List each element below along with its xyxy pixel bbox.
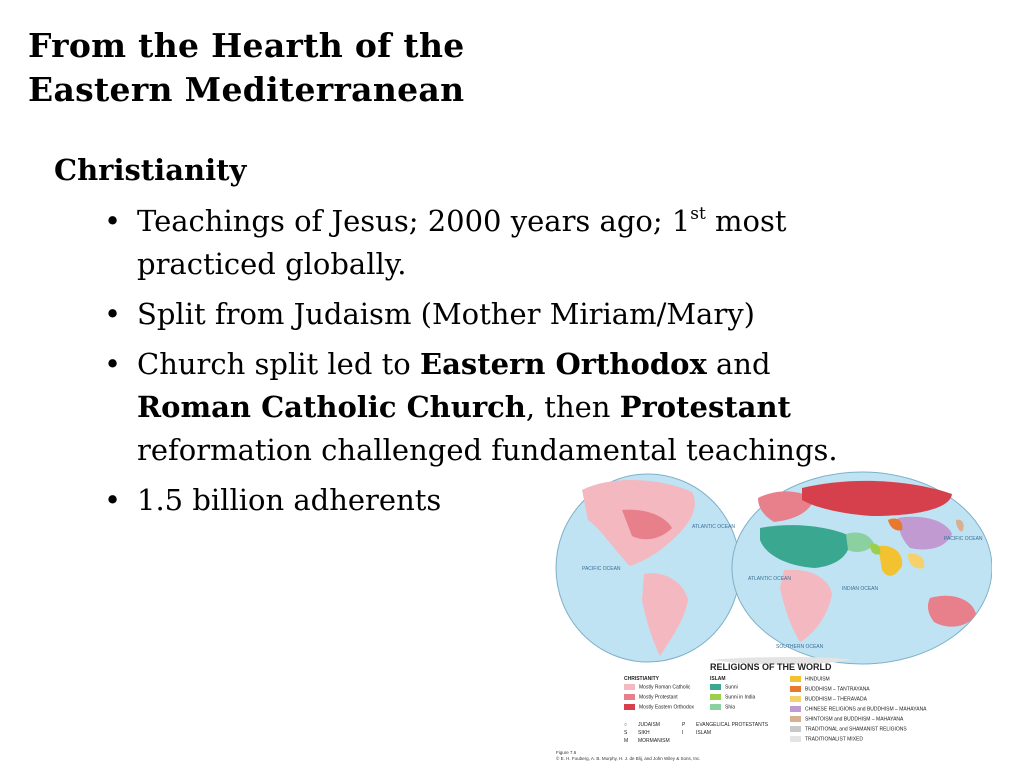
legend-symbol: P EVANGELICAL PROTESTANTS [682, 722, 769, 728]
bullet-glyph: • [104, 483, 122, 517]
legend-swatch [790, 716, 801, 722]
legend-symbol: ○ JUDAISM [624, 722, 660, 728]
slide-title [28, 24, 728, 112]
legend-item: Mostly Eastern Orthodox [624, 704, 694, 710]
bold-term: Roman Catholic Church [137, 390, 526, 424]
world-religions-map [552, 470, 992, 768]
legend-item: Sunni [710, 684, 738, 690]
ocean-label: ATLANTIC OCEAN [748, 576, 791, 582]
legend-header: CHRISTIANITY [624, 676, 659, 682]
legend-item: Shia [710, 704, 735, 710]
bullet-item [100, 343, 987, 472]
section-heading: Christianity [54, 153, 247, 187]
bullet-text: Church split led to [137, 347, 420, 381]
bullet-glyph: • [104, 297, 122, 331]
bullet-item [100, 200, 917, 286]
bullet-text: reformation challenged fundamental teachings. [137, 433, 838, 467]
bullet-item [100, 293, 1000, 336]
legend-swatch [710, 684, 721, 690]
legend-symbol: I ISLAM [682, 730, 712, 736]
legend-item: TRADITIONAL and SHAMANIST RELIGIONS [790, 726, 907, 732]
legend-swatch [710, 704, 721, 710]
ocean-label: PACIFIC OCEAN [944, 536, 983, 542]
legend-swatch [624, 694, 635, 700]
legend-item: TRADITIONALIST MIXED [790, 736, 863, 742]
legend-header: ISLAM [710, 676, 726, 682]
legend-item: BUDDHISM – TANTRAYANA [790, 686, 870, 692]
legend-symbol: S SIKH [624, 730, 650, 736]
legend-item: CHINESE RELIGIONS and BUDDHISM – MAHAYANA [790, 706, 927, 712]
ordinal-suffix: st [690, 204, 706, 224]
bullet-glyph: • [104, 347, 122, 381]
legend-symbol: M MORMANISM [624, 738, 670, 744]
ocean-label: INDIAN OCEAN [842, 586, 879, 592]
legend-swatch [790, 676, 801, 682]
legend-swatch [790, 726, 801, 732]
legend-swatch [790, 696, 801, 702]
title-line-1: From the Hearth of the [28, 26, 465, 65]
bullet-text: , then [525, 390, 620, 424]
ocean-label: PACIFIC OCEAN [582, 566, 621, 572]
bullet-text: 1.5 billion adherents [137, 483, 442, 517]
legend-swatch [624, 684, 635, 690]
ocean-label: ATLANTIC OCEAN [692, 524, 735, 530]
figure-caption: Figure 7.6 © E. H. Fouberg, A. B. Murphy, H. J. de Blij, and John Wiley & Sons, Inc. [556, 750, 701, 761]
bullet-text-rest: most practiced globally. [137, 204, 787, 281]
title-line-2: Eastern Mediterranean [28, 70, 465, 109]
bullet-glyph: • [104, 204, 122, 238]
legend-swatch [790, 736, 801, 742]
bullet-text: and [706, 347, 771, 381]
map-graphic [552, 470, 992, 670]
bullet-text: Split from Judaism (Mother Miriam/Mary) [137, 297, 755, 331]
ocean-label: SOUTHERN OCEAN [776, 644, 824, 650]
bold-term: Protestant [619, 390, 791, 424]
legend-swatch [790, 706, 801, 712]
legend-item: BUDDHISM – THERAVADA [790, 696, 867, 702]
legend-swatch [624, 704, 635, 710]
legend-item: SHINTOISM and BUDDHISM – MAHAYANA [790, 716, 903, 722]
bold-term: Eastern Orthodox [419, 347, 707, 381]
legend-item: Mostly Protestant [624, 694, 678, 700]
legend-item: HINDUISM [790, 676, 830, 682]
bullet-text: Teachings of Jesus; 2000 years ago; 1 [137, 204, 691, 238]
legend-item: Mostly Roman Catholic [624, 684, 690, 690]
legend-swatch [790, 686, 801, 692]
legend-item: Sunni in India [710, 694, 755, 700]
legend-swatch [710, 694, 721, 700]
legend-title: RELIGIONS OF THE WORLD [710, 662, 832, 672]
